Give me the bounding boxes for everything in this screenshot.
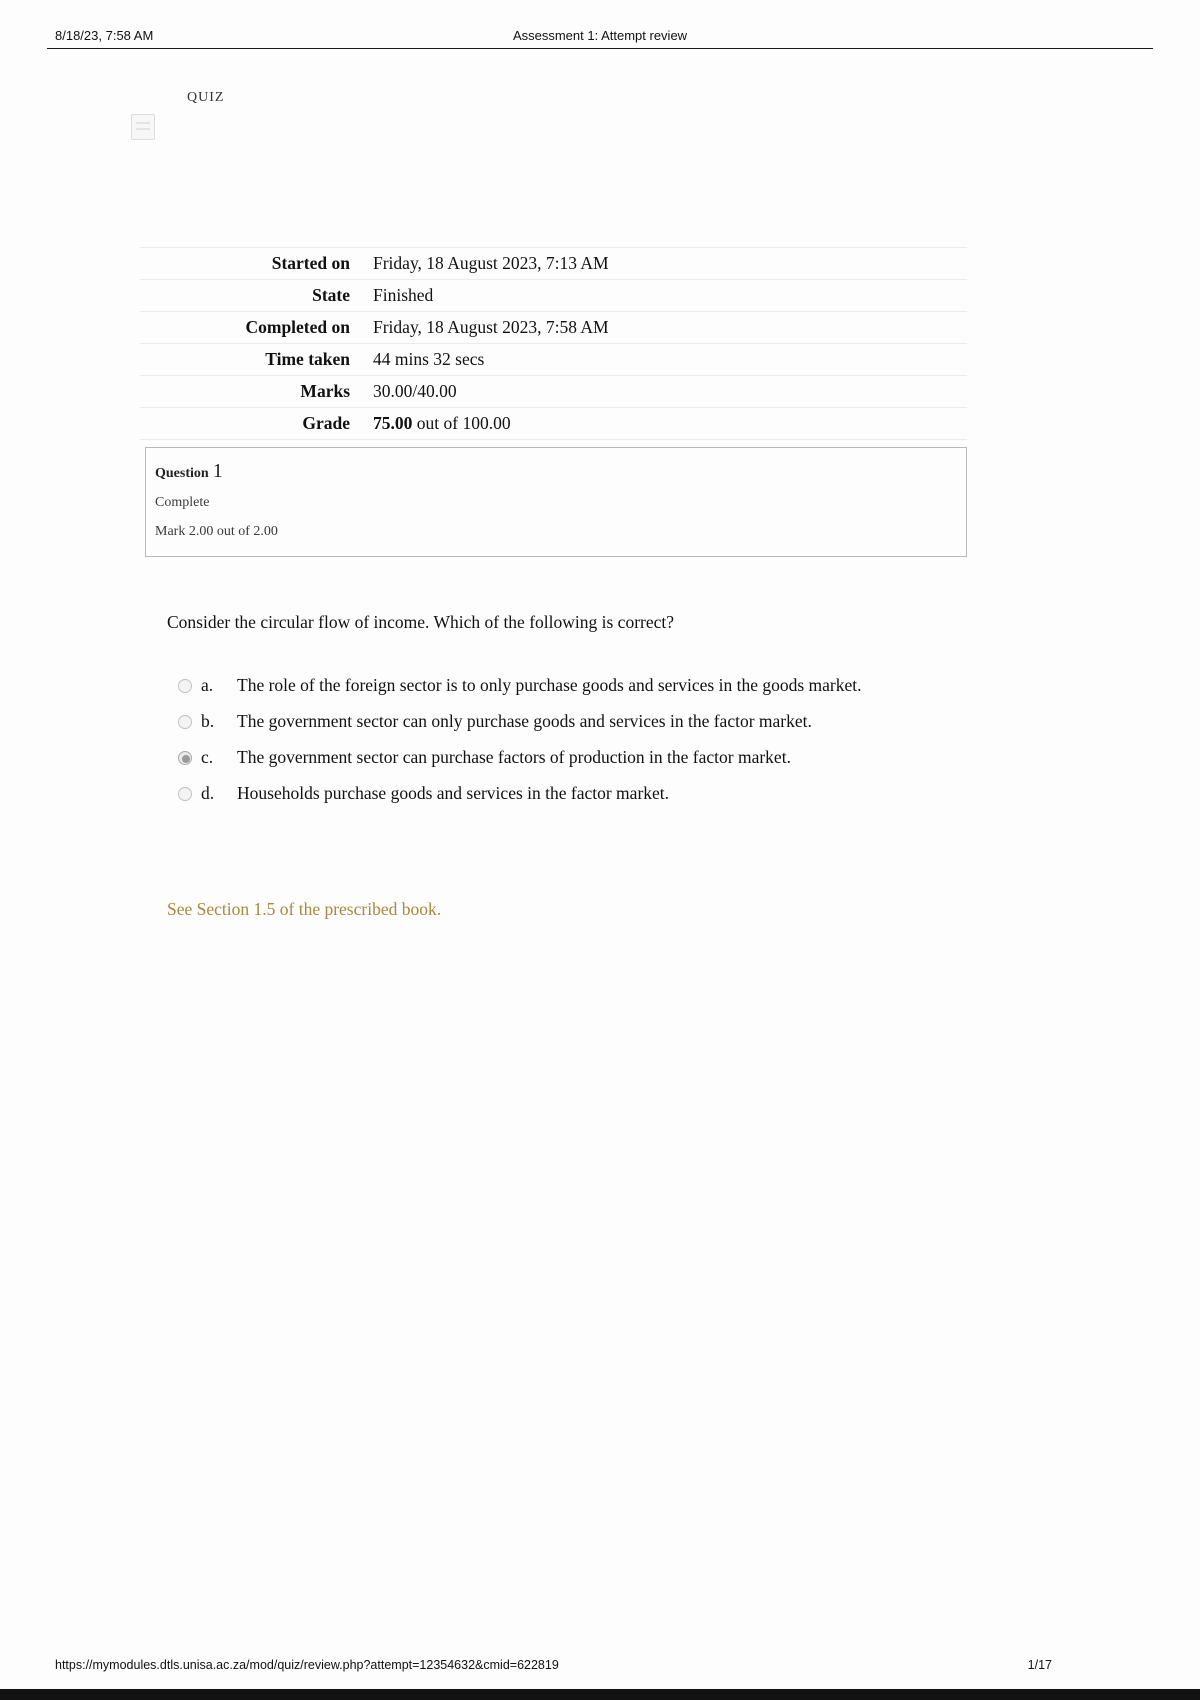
summary-value: Finished (373, 285, 434, 305)
option-letter: c. (201, 746, 214, 767)
footer-page-number: 1/17 (1027, 1658, 1052, 1672)
option-text: The role of the foreign sector is to only purchase goods and services in the goods market. (237, 675, 862, 695)
table-row (140, 312, 967, 344)
attempt-summary-table (140, 247, 967, 440)
option-text: Households purchase goods and services in the factor market. (237, 782, 670, 803)
quiz-label: QUIZ (187, 90, 225, 105)
summary-label: Marks (300, 381, 350, 401)
summary-value: Friday, 18 August 2023, 7:58 AM (373, 317, 609, 337)
question-label: Question (155, 466, 209, 481)
option-text: The government sector can purchase factors of production in the factor market. (237, 746, 791, 767)
summary-label: Grade (302, 413, 350, 433)
summary-label: State (312, 285, 350, 305)
table-row (140, 248, 967, 280)
grade-out-of: out of 100.00 (412, 413, 511, 433)
summary-value: 30.00/40.00 (373, 381, 457, 401)
summary-value (350, 408, 967, 440)
bottom-bar (0, 1689, 1200, 1700)
question-info-box (145, 447, 967, 557)
answer-options (178, 675, 958, 819)
table-row (140, 280, 967, 312)
table-row (140, 344, 967, 376)
summary-value: 44 mins 32 secs (373, 349, 485, 369)
radio-button[interactable] (178, 715, 192, 729)
summary-label: Completed on (245, 317, 350, 337)
summary-label: Time taken (265, 349, 350, 369)
summary-label: Started on (271, 253, 350, 273)
answer-option-b[interactable] (178, 711, 958, 733)
question-text: Consider the circular flow of income. Which of the following is correct? (167, 612, 675, 632)
question-heading (155, 460, 956, 483)
grade-value: 75.00 (373, 413, 413, 433)
option-letter: d. (201, 782, 215, 803)
answer-option-c[interactable] (178, 747, 958, 769)
radio-button[interactable] (178, 751, 192, 765)
option-letter: a. (201, 675, 214, 695)
answer-option-d[interactable] (178, 783, 958, 805)
radio-button[interactable] (178, 787, 192, 801)
footer-url: https://mymodules.dtls.unisa.ac.za/mod/quiz/review.php?attempt=12354632&cmid=622819 (55, 1658, 559, 1672)
table-row (140, 408, 967, 440)
table-row (140, 376, 967, 408)
option-letter: b. (201, 710, 215, 731)
question-status: Complete (155, 495, 210, 510)
page-title: Assessment 1: Attempt review (512, 28, 688, 43)
option-text: The government sector can only purchase goods and services in the factor market. (237, 710, 812, 731)
summary-value: Friday, 18 August 2023, 7:13 AM (373, 253, 609, 273)
question-number: 1 (212, 460, 223, 482)
radio-button[interactable] (178, 679, 192, 693)
print-header-date: 8/18/23, 7:58 AM (55, 28, 154, 43)
document-icon (131, 114, 155, 140)
feedback-text: See Section 1.5 of the prescribed book. (167, 899, 442, 919)
answer-option-a[interactable] (178, 675, 958, 697)
question-mark: Mark 2.00 out of 2.00 (155, 524, 278, 539)
header-divider (47, 48, 1153, 49)
